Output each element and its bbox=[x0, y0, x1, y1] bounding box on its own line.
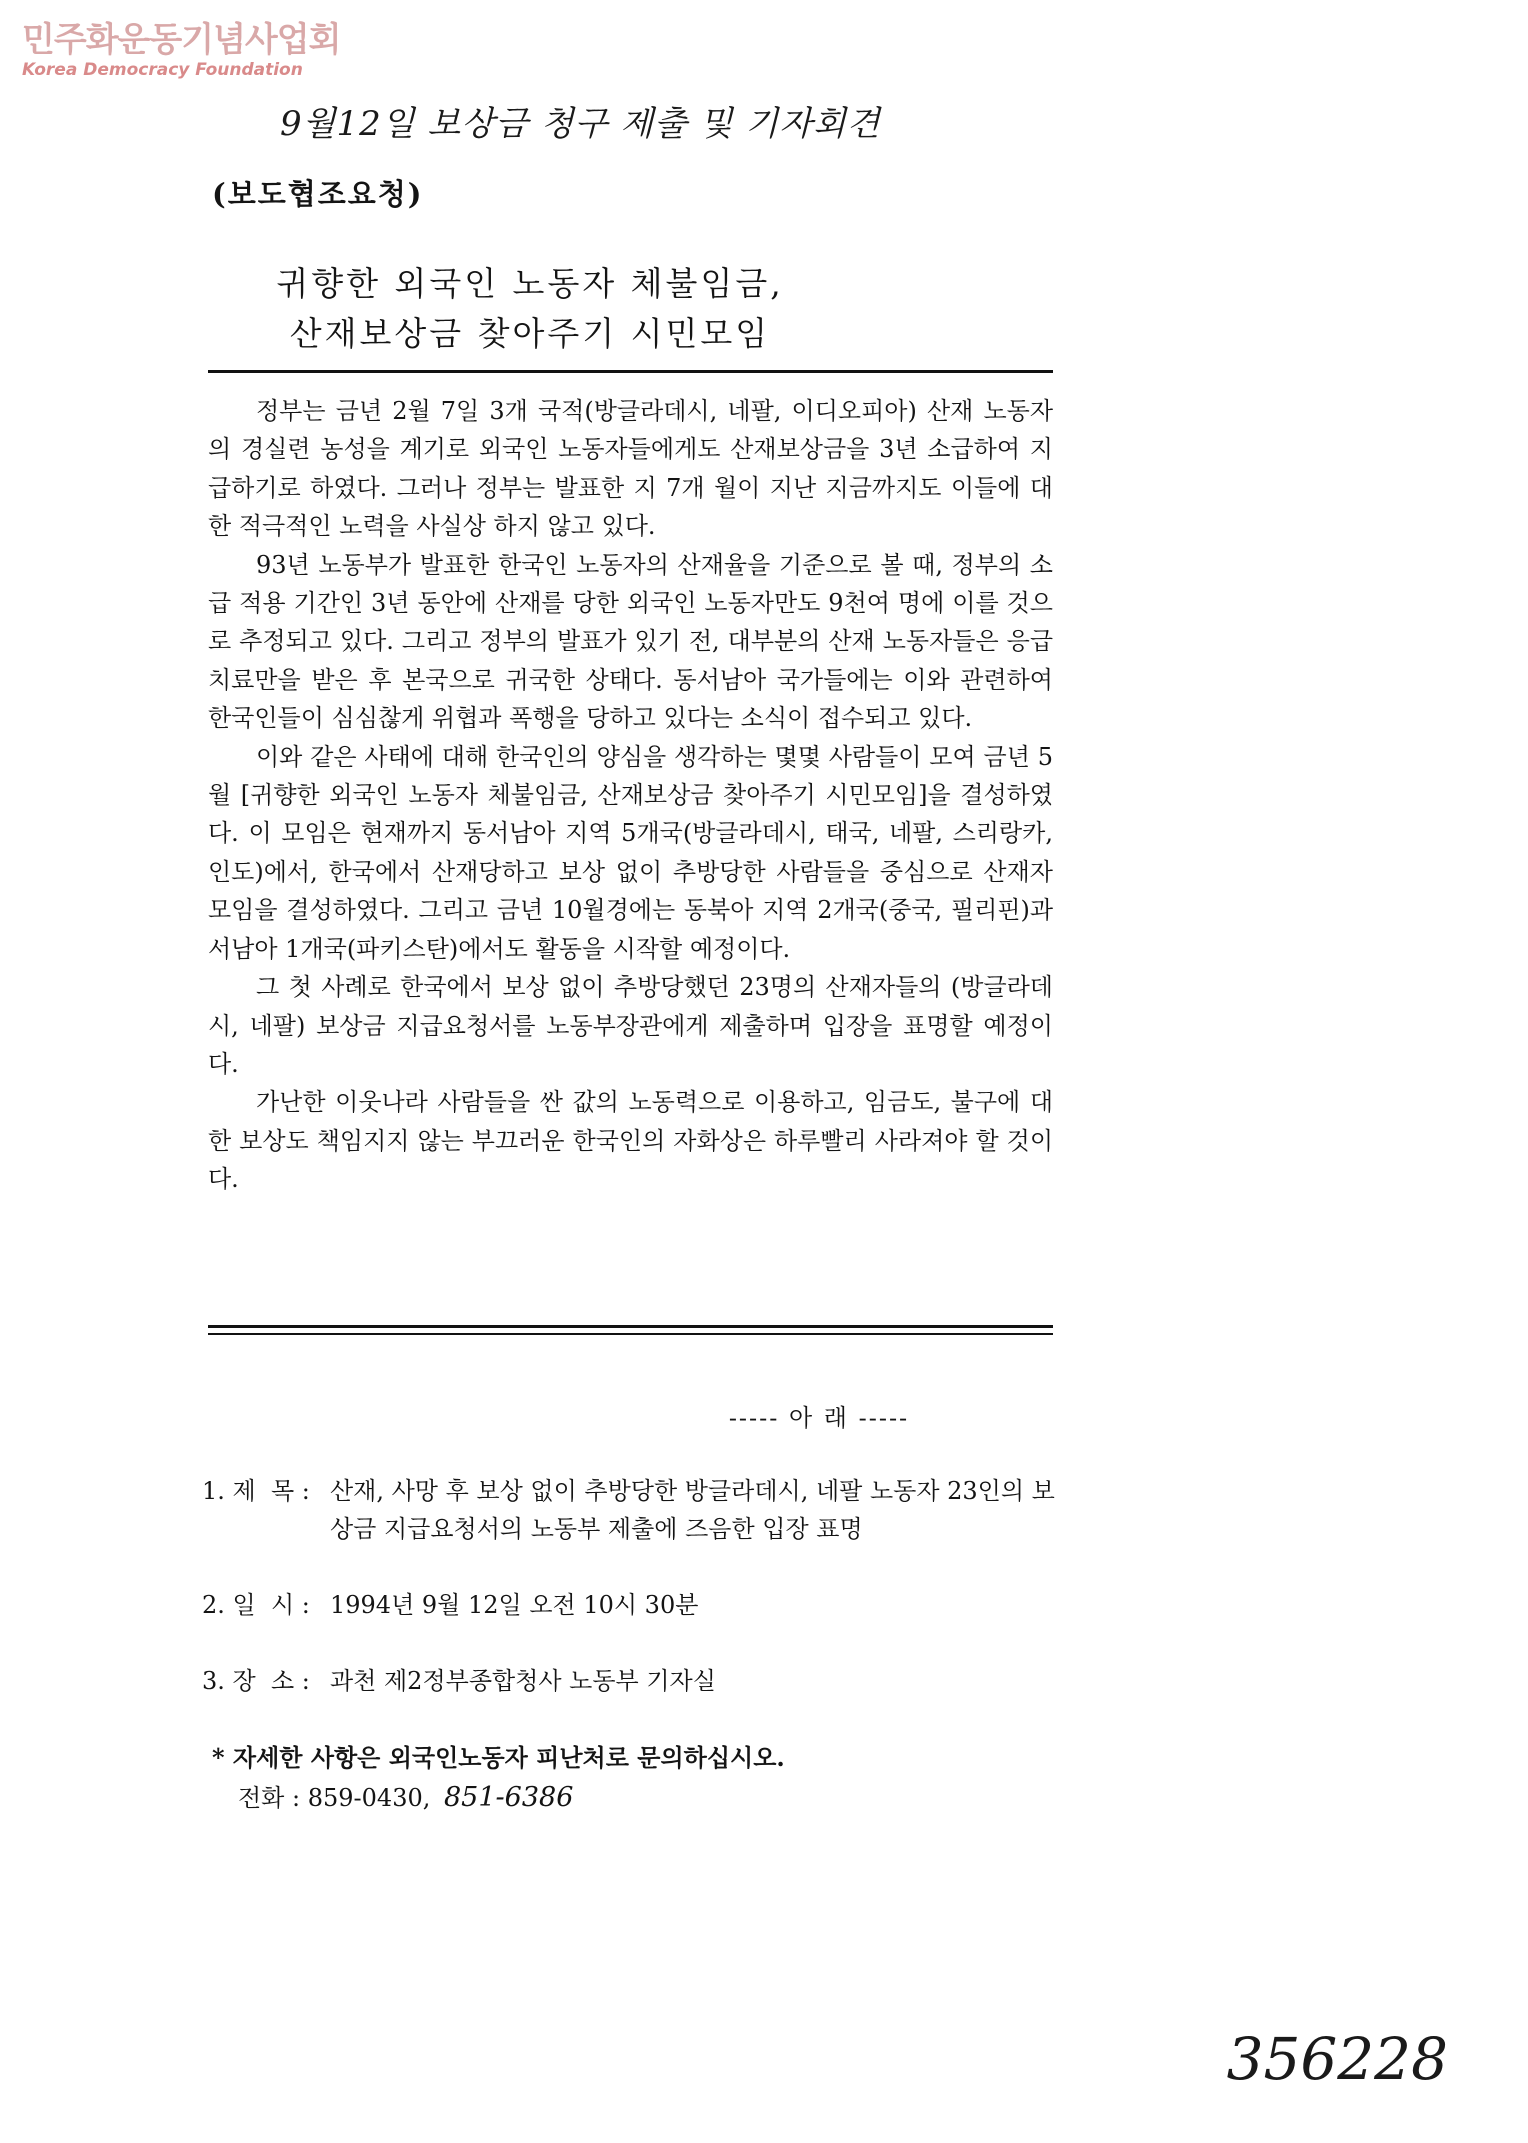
watermark-korean: 민주화운동기념사업회 bbox=[22, 20, 341, 60]
body-paragraph: 가난한 이웃나라 사람들을 싼 값의 노동력으로 이용하고, 임금도, 불구에 대한 보상도 책임지지 않는 부끄러운 한국인의 자화상은 하루빨리 사라져야 할 것이다. bbox=[208, 1088, 1053, 1194]
detail-label: 1. 제 목 : bbox=[202, 1477, 310, 1505]
handwritten-phone-number: 851-6386 bbox=[444, 1782, 574, 1813]
handwritten-note: 9월12일 보상금 청구 제출 및 기자회견 bbox=[280, 104, 881, 144]
watermark-english: Korea Democracy Foundation bbox=[22, 60, 303, 80]
detail-label: 3. 장 소 : bbox=[202, 1667, 310, 1695]
details-list bbox=[202, 1472, 1062, 1738]
detail-value: 산재, 사망 후 보상 없이 추방당한 방글라데시, 네팔 노동자 23인의 보상금 지급요청서의 노동부 제출에 즈음한 입장 표명 bbox=[330, 1477, 1055, 1543]
title-divider bbox=[208, 370, 1053, 373]
body-divider-bottom bbox=[208, 1333, 1053, 1335]
detail-value: 과천 제2정부종합청사 노동부 기자실 bbox=[330, 1667, 716, 1695]
body-paragraph: 그 첫 사례로 한국에서 보상 없이 추방당했던 23명의 산재자들의 (방글라데시, 네팔) 보상금 지급요청서를 노동부장관에게 제출하며 입장을 표명할 예정이다. bbox=[208, 973, 1053, 1078]
body-paragraph: 93년 노동부가 발표한 한국인 노동자의 산재율을 기준으로 볼 때, 정부의 소급 적용 기간인 3년 동안에 산재를 당한 외국인 노동자만도 9천여 명에 이를 것으로 추정되고 있다. 그리고 정부의 발표가 있기 전, 대부분의 산재 노동자들은 응급치료만을 받은 후 본국으로 귀국한 상태다. 동서남아 국가들에는 이와 관련하여 한국인들이 심심찮게 위협과 폭행을 당하고 있다는 소식이 접수되고 있다. bbox=[208, 550, 1053, 733]
detail-item-subject bbox=[202, 1472, 1062, 1548]
press-request-label: (보도협조요청) bbox=[212, 177, 424, 211]
body-paragraph: 정부는 금년 2월 7일 3개 국적(방글라데시, 네팔, 이디오피아) 산재 노동자의 경실련 농성을 계기로 외국인 노동자들에게도 산재보상금을 3년 소급하여 지급하기로 하였다. 그러나 정부는 발표한 지 7개 월이 지난 지금까지도 이들에 대한 적극적인 노력을 사실상 하지 않고 있다. bbox=[208, 397, 1053, 541]
watermark-logo bbox=[22, 20, 340, 80]
body-text bbox=[208, 392, 1053, 1199]
contact-note: * 자세한 사항은 외국인노동자 피난처로 문의하십시오. bbox=[212, 1743, 785, 1772]
section-heading: ----- 아 래 ----- bbox=[728, 1404, 910, 1432]
handwritten-document-number: 356228 bbox=[1226, 2025, 1448, 2093]
detail-value: 1994년 9월 12일 오전 10시 30분 bbox=[330, 1591, 699, 1619]
detail-label: 2. 일 시 : bbox=[202, 1591, 310, 1619]
phone-label: 전화 : bbox=[238, 1784, 301, 1812]
document-title-line1: 귀향한 외국인 노동자 체불임금, bbox=[276, 264, 784, 303]
contact-phone bbox=[212, 1778, 785, 1818]
contact-info bbox=[212, 1738, 785, 1818]
body-divider-top bbox=[208, 1325, 1053, 1328]
phone-number: 859-0430, bbox=[307, 1784, 431, 1812]
body-paragraph: 이와 같은 사태에 대해 한국인의 양심을 생각하는 몇몇 사람들이 모여 금년 5월 [귀향한 외국인 노동자 체불임금, 산재보상금 찾아주기 시민모임]을 결성하였다. 이 모임은 현재까지 동서남아 지역 5개국(방글라데시, 태국, 네팔, 스리랑카, 인도)에서, 한국에서 산재당하고 보상 없이 추방당한 사람들을 중심으로 산재자 모임을 결성하였다. 그리고 금년 10월경에는 동북아 지역 2개국(중국, 필리핀)과 서남아 1개국(파키스탄)에서도 활동을 시작할 예정이다. bbox=[208, 742, 1053, 963]
document-title-line2: 산재보상금 찾아주기 시민모임 bbox=[289, 314, 771, 353]
detail-item-datetime bbox=[202, 1586, 1062, 1624]
detail-item-location bbox=[202, 1662, 1062, 1700]
